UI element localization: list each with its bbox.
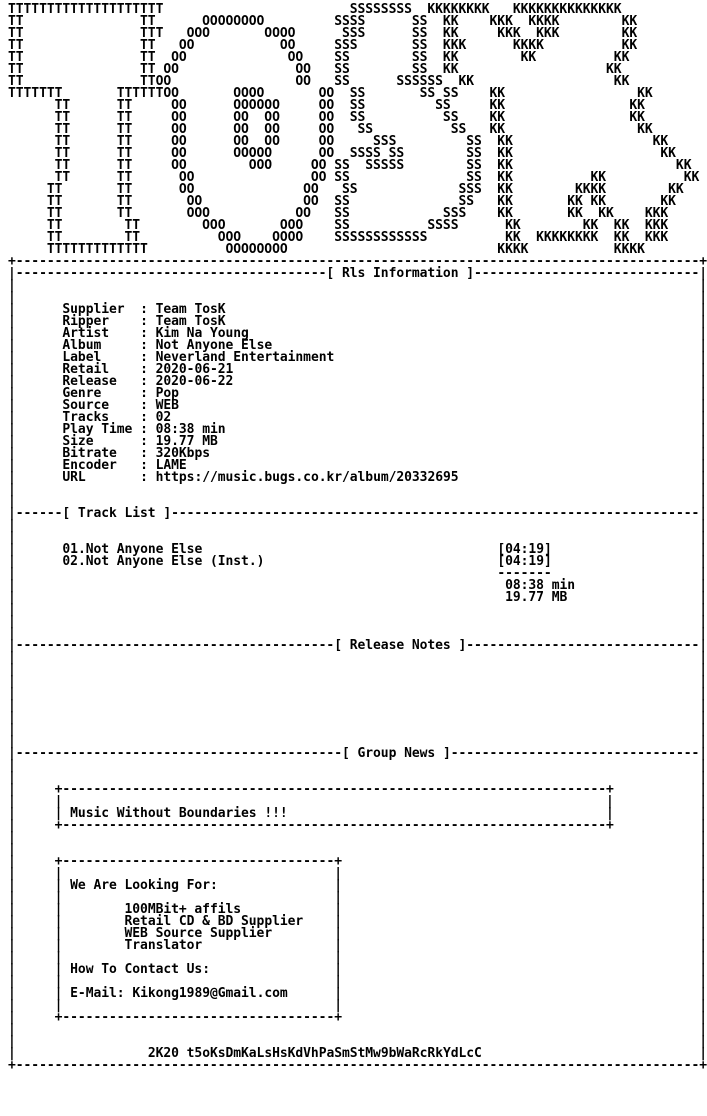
nfo-line: | ------- | (8, 566, 707, 581)
nfo-line (8, 1058, 707, 1073)
email-label: E-Mail: (70, 986, 125, 1001)
nfo-line: | | | | (8, 950, 707, 965)
looking-for-item: Retail CD & BD Supplier (124, 914, 304, 929)
logo-art-row: TT TT OOOOOOOO SSSS SS KK KKK KKKK KK (8, 14, 638, 29)
field-value-artist: Kim Na Young (155, 326, 249, 341)
nfo-line: | Label : Neverland Entertainment | (8, 350, 707, 365)
track-duration: [04:19] (497, 554, 552, 569)
field-value-size: 19.77 MB (155, 434, 218, 449)
logo-art-row: TT TT OO OO OO OO SS SS KK KK (8, 122, 653, 137)
track-title: Not Anyone Else (Inst.) (85, 554, 265, 569)
field-value-ripper: Team TosK (155, 314, 226, 329)
nfo-line: | Album : Not Anyone Else | (8, 338, 707, 353)
field-label-tracks: Tracks (62, 410, 109, 425)
nfo-line: | | E-Mail: Kikong1989@Gmail.com | | (8, 986, 707, 1001)
field-label-bitrate: Bitrate (62, 446, 117, 461)
section-title-track-list: Track List (77, 506, 156, 521)
nfo-line: | 2K20 t5oKsDmKaLsHsKdVhPaSmStMw9bWaRcRkYdLcC | (8, 1046, 707, 1061)
nfo-line: |----------------------------------------[ Rls Information ]-----------------------------| (8, 266, 707, 281)
nfo-line: | | (8, 482, 707, 497)
nfo-line: | | (8, 758, 707, 773)
nfo-line: | | (8, 722, 707, 737)
logo-art-row: TTTTTTTTTTTTT OOOOOOOO KKKK KKKK (8, 242, 645, 257)
nfo-line: | | Music Without Boundaries !!! | | (8, 806, 707, 821)
nfo-line: | | WEB Source Supplier | | (8, 926, 707, 941)
logo-art-row: TT TT OO OOOOO OO SSSS SS SS KK KK (8, 146, 676, 161)
nfo-line: | Tracks : 02 | (8, 410, 707, 425)
logo-art-row: TT TT OOO OO SS SSS KK KK KK KKK (8, 206, 669, 221)
frame-bottom-border: +----------------------------------------------------------------------------------------+ (8, 1058, 707, 1073)
nfo-line: | +----------------------------------------------------------------------+ | (8, 782, 707, 797)
logo-art-row: TT TT OO OO SS SS KK KK (8, 62, 622, 77)
logo-art-row: TT TTOO OO SS SSSSSS KK KK (8, 74, 630, 89)
field-value-retail: 2020-06-21 (155, 362, 234, 377)
nfo-line: | | (8, 710, 707, 725)
field-label-artist: Artist (62, 326, 109, 341)
nfo-line: | Play Time : 08:38 min | (8, 422, 707, 437)
frame-top-border: +----------------------------------------------------------------------------------------+ (8, 254, 707, 269)
nfo-line: | Source : WEB | (8, 398, 707, 413)
nfo-line: | | (8, 1034, 707, 1049)
nfo-line: | | | | (8, 890, 707, 905)
field-label-supplier: Supplier (62, 302, 125, 317)
logo-art-row: TT TT OO OO SS SSS KK KKKK KK (8, 182, 684, 197)
field-label-source: Source (62, 398, 109, 413)
nfo-line: | | (8, 290, 707, 305)
nfo-line: |------[ Track List ]--------------------------------------------------------------------| (8, 506, 707, 521)
track-number: 01 (62, 542, 78, 557)
looking-for-heading: We Are Looking For: (70, 878, 218, 893)
field-label-ripper: Ripper (62, 314, 109, 329)
field-label-genre: Genre (62, 386, 102, 401)
nfo-line: | +-----------------------------------+ | (8, 854, 707, 869)
logo-art-row: TT TT OO OO SS SS KK KK KK (8, 50, 630, 65)
footer-tag: 2K20 t5oKsDmKaLsHsKdVhPaSmStMw9bWaRcRkYdLcC (147, 1046, 482, 1061)
nfo-line: | | (8, 530, 707, 545)
group-motto: Music Without Boundaries !!! (70, 806, 288, 821)
field-label-retail: Retail (62, 362, 109, 377)
nfo-line: | 02.Not Anyone Else (Inst.) [04:19] | (8, 554, 707, 569)
nfo-line: | | (8, 518, 707, 533)
field-value-play-time: 08:38 min (155, 422, 226, 437)
nfo-line: |-----------------------------------------[ Release Notes ]------------------------------| (8, 638, 707, 653)
nfo-line: | | (8, 278, 707, 293)
logo-art-row: TT TT OO OO OO OO SS SS KK KK (8, 110, 645, 125)
nfo-line: | | (8, 770, 707, 785)
nfo-line: | | We Are Looking For: | | (8, 878, 707, 893)
nfo-line: | | (8, 686, 707, 701)
looking-for-item: Translator (124, 938, 203, 953)
logo-art-row: TT TT OOO OOO SS SSSS KK KK KK KKK (8, 218, 669, 233)
email-address: Kikong1989@Gmail.com (132, 986, 288, 1001)
nfo-line: | | (8, 698, 707, 713)
nfo-line: | +-----------------------------------+ | (8, 1010, 707, 1025)
nfo-line: | URL : https://music.bugs.co.kr/album/20332695 | (8, 470, 707, 485)
nfo-line: | 19.77 MB | (8, 590, 707, 605)
field-value-release: 2020-06-22 (155, 374, 234, 389)
nfo-line: |------------------------------------------[ Group News ]--------------------------------| (8, 746, 707, 761)
nfo-line: | | (8, 830, 707, 845)
field-value-genre: Pop (155, 386, 179, 401)
field-value-source: WEB (155, 398, 179, 413)
track-duration: [04:19] (497, 542, 552, 557)
nfo-line: | | | | (8, 866, 707, 881)
nfo-line: | | (8, 674, 707, 689)
nfo-line: | | (8, 626, 707, 641)
nfo-line: | Bitrate : 320Kbps | (8, 446, 707, 461)
logo-art-row: TTTTTTTTTTTTTTTTTTTT SSSSSSSS KKKKKKKK KKKKKKKKKKKKKK (8, 2, 622, 17)
nfo-line: | | | | (8, 974, 707, 989)
looking-for-item: WEB Source Supplier (124, 926, 273, 941)
section-title-rls-info: Rls Information (341, 266, 459, 281)
field-value-album: Not Anyone Else (155, 338, 273, 353)
track-total-separator: ------- (497, 566, 552, 581)
field-value-url: https://music.bugs.co.kr/album/20332695 (155, 470, 459, 485)
field-value-encoder: LAME (155, 458, 187, 473)
nfo-line: | | How To Contact Us: | | (8, 962, 707, 977)
nfo-line: | Size : 19.77 MB | (8, 434, 707, 449)
field-value-tracks: 02 (155, 410, 172, 425)
logo-art-row: TT TT OO OO SS SS KK KK KK (8, 170, 700, 185)
logo-art-row: TT TT OO OO SSS SS KKK KKKK KK (8, 38, 638, 53)
nfo-line: | | Retail CD & BD Supplier | | (8, 914, 707, 929)
logo-art-row: TT TT OO OOOOOO OO SS SS KK KK (8, 98, 645, 113)
logo-art-row: TT TT OOO OOOO SSSSSSSSSSSS KK KKKKKKKK KK KKK (8, 230, 669, 245)
nfo-line: | | (8, 842, 707, 857)
nfo-line: | | | | (8, 794, 707, 809)
nfo-line: | Release : 2020-06-22 | (8, 374, 707, 389)
nfo-line: | | 100MBit+ affils | | (8, 902, 707, 917)
field-value-supplier: Team TosK (155, 302, 226, 317)
field-label-label: Label (62, 350, 102, 365)
contact-heading: How To Contact Us: (70, 962, 210, 977)
field-label-size: Size (62, 434, 94, 449)
nfo-line: | | (8, 614, 707, 629)
nfo-line: | Artist : Kim Na Young | (8, 326, 707, 341)
logo-art-row: TT TTT OOO OOOO SSS SS KK KKK KKK KK (8, 26, 638, 41)
nfo-line: | | (8, 602, 707, 617)
nfo-line: | Encoder : LAME | (8, 458, 707, 473)
logo-art-row: TT TT OO OOO OO SS SSSSS SS KK KK (8, 158, 692, 173)
nfo-line: | 08:38 min | (8, 578, 707, 593)
track-total-size: 19.77 MB (505, 590, 568, 605)
field-label-album: Album (62, 338, 102, 353)
nfo-line: | Genre : Pop | (8, 386, 707, 401)
nfo-line: | Supplier : Team TosK | (8, 302, 707, 317)
nfo-line: | | (8, 494, 707, 509)
section-title-release-notes: Release Notes (349, 638, 451, 653)
nfo-line: | | (8, 662, 707, 677)
field-label-play-time: Play Time (62, 422, 133, 437)
logo-art-row: TTTTTTT TTTTTTOO OOOO OO SS SS SS KK KK (8, 86, 653, 101)
nfo-line: | | Translator | | (8, 938, 707, 953)
nfo-line: | +----------------------------------------------------------------------+ | (8, 818, 707, 833)
field-value-label: Neverland Entertainment (155, 350, 335, 365)
logo-art-row: TT TT OO OO OO OO SSS SS KK KK (8, 134, 669, 149)
logo-art-row: TT TT OO OO SS SS KK KK KK KK (8, 194, 676, 209)
field-value-bitrate: 320Kbps (155, 446, 210, 461)
field-label-release: Release (62, 374, 117, 389)
track-title: Not Anyone Else (85, 542, 203, 557)
field-label-encoder: Encoder (62, 458, 117, 473)
section-title-group-news: Group News (357, 746, 436, 761)
looking-for-item: 100MBit+ affils (124, 902, 242, 917)
nfo-line: | | | | (8, 998, 707, 1013)
nfo-line: | | (8, 734, 707, 749)
track-total-time: 08:38 min (505, 578, 575, 593)
field-label-url: URL (62, 470, 86, 485)
track-number: 02 (62, 554, 78, 569)
nfo-line: | Ripper : Team TosK | (8, 314, 707, 329)
nfo-line: | | (8, 1022, 707, 1037)
nfo-line: | | (8, 650, 707, 665)
nfo-line: | Retail : 2020-06-21 | (8, 362, 707, 377)
nfo-line: | 01.Not Anyone Else [04:19] | (8, 542, 707, 557)
